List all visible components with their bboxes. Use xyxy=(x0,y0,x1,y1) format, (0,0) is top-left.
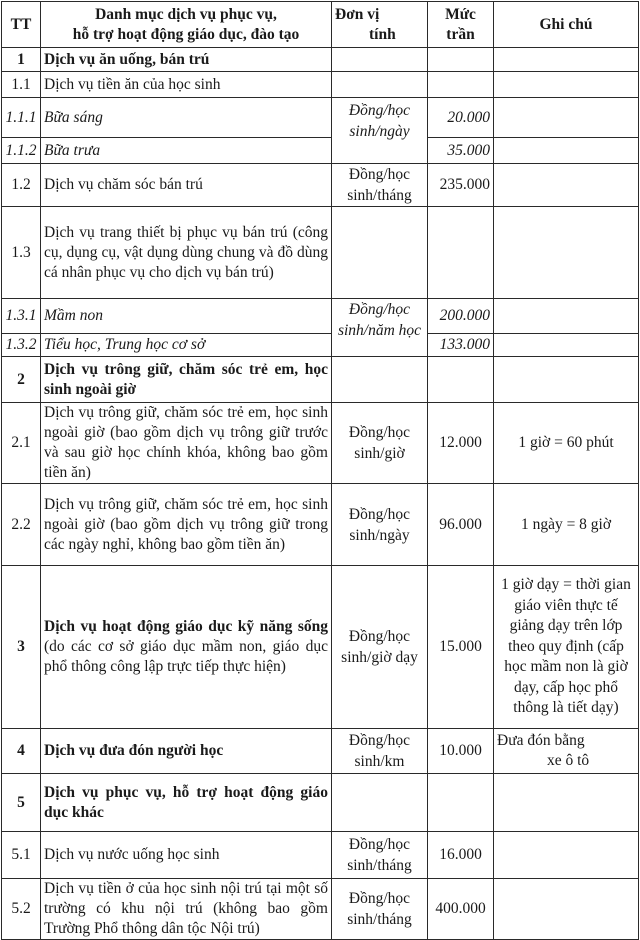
row-price: 16.000 xyxy=(428,832,494,879)
row-service-name xyxy=(41,566,332,729)
row-tt: 2.1 xyxy=(2,403,41,484)
row-service-name: Bữa sáng xyxy=(41,98,332,138)
table-row xyxy=(2,138,639,164)
row-tt: 5.1 xyxy=(2,832,41,879)
row-note xyxy=(494,774,639,832)
row-note xyxy=(494,138,639,164)
header-price xyxy=(428,2,494,48)
row-price: 235.000 xyxy=(428,164,494,207)
row-note xyxy=(494,299,639,334)
row-note xyxy=(494,879,639,940)
header-price-line1: Mức xyxy=(445,5,476,23)
row-note xyxy=(494,357,639,403)
header-service-name xyxy=(41,2,332,48)
row-unit-line1: Đồng/học xyxy=(348,424,411,441)
row-unit-line1: Đồng/học xyxy=(348,836,411,853)
row-unit-line2: sinh/tháng xyxy=(347,911,412,928)
row-unit xyxy=(332,299,428,357)
service-fee-table xyxy=(1,1,639,940)
row-unit xyxy=(332,879,428,940)
row-note xyxy=(494,48,639,72)
header-note: Ghi chú xyxy=(494,2,639,48)
row-service-name: Bữa trưa xyxy=(41,138,332,164)
row-unit-line1: Đồng/học xyxy=(348,301,411,318)
row-tt: 1.1.1 xyxy=(2,98,41,138)
row-service-name: Dịch vụ chăm sóc bán trú xyxy=(41,164,332,207)
row-unit-line1: Đồng/học xyxy=(348,166,411,183)
row-note xyxy=(494,334,639,357)
row-unit xyxy=(332,832,428,879)
table-row xyxy=(2,357,639,403)
header-service-name-line1: Danh mục dịch vụ phục vụ, xyxy=(95,5,277,23)
table-row xyxy=(2,774,639,832)
table-row xyxy=(2,72,639,98)
row-unit-line2: sinh/giờ xyxy=(354,445,405,462)
row-service-name: Dịch vụ tiền ăn của học sinh xyxy=(41,72,332,98)
header-unit-line2: tính xyxy=(369,25,396,43)
table-row xyxy=(2,566,639,729)
row-tt: 1.1.2 xyxy=(2,138,41,164)
row-unit xyxy=(332,403,428,484)
table-row xyxy=(2,832,639,879)
table-row xyxy=(2,334,639,357)
row-service-name: Dịch vụ đưa đón người học xyxy=(41,729,332,774)
row-unit-line1: Đồng/học xyxy=(348,102,411,119)
row-price: 133.000 xyxy=(428,334,494,357)
header-unit-line1: Đơn vị xyxy=(335,5,380,23)
row-service-name-bold: Dịch vụ hoạt động giáo dục kỹ năng sống xyxy=(44,618,328,635)
row-unit xyxy=(332,357,428,403)
row-tt: 2 xyxy=(2,357,41,403)
row-unit-line2: sinh/ngày xyxy=(349,123,410,140)
row-note-line1: Đưa đón bằng xyxy=(497,732,585,749)
row-unit-line2: sinh/km xyxy=(354,753,405,770)
row-service-name: Dịch vụ trông giữ, chăm sóc trẻ em, học sinh ngoài giờ (bao gồm dịch vụ trông giữ trong các ngày nghỉ, không bao gồm tiền ăn) xyxy=(41,484,332,566)
row-unit xyxy=(332,72,428,98)
header-tt: TT xyxy=(2,2,41,48)
row-unit-line2: sinh/năm học xyxy=(337,322,422,339)
row-tt: 1 xyxy=(2,48,41,72)
header-unit xyxy=(332,2,428,48)
row-unit-line1: Đồng/học xyxy=(348,732,411,749)
row-price: 96.000 xyxy=(428,484,494,566)
row-tt: 1.3.1 xyxy=(2,299,41,334)
row-service-name: Dịch vụ tiền ở của học sinh nội trú tại một số trường có khu nội trú (không bao gồm Trường Phổ thông dân tộc Nội trú) xyxy=(41,879,332,940)
header-service-name-line2: hỗ trợ hoạt động giáo dục, đào tạo xyxy=(72,25,300,43)
table-row xyxy=(2,207,639,299)
row-note: 1 giờ dạy = thời gian giáo viên thực tế giảng dạy trên lớp theo quy định (cấp học mầm non là giờ dạy, cấp học phổ thông là tiết dạy) xyxy=(494,566,639,729)
row-service-name: Dịch vụ trang thiết bị phục vụ bán trú (công cụ, dụng cụ, vật dụng dùng chung và đồ dùng cá nhân phục vụ cho dịch vụ bán trú) xyxy=(41,207,332,299)
table-row xyxy=(2,98,639,138)
row-note xyxy=(494,72,639,98)
row-service-name-rest: (do các cơ sở giáo dục mầm non, giáo dục phổ thông công lập trực tiếp thực hiện) xyxy=(44,638,328,675)
row-unit xyxy=(332,566,428,729)
row-price: 12.000 xyxy=(428,403,494,484)
row-note xyxy=(494,164,639,207)
header-price-line2: trần xyxy=(446,25,475,43)
row-unit-line2: sinh/ngày xyxy=(349,526,410,544)
row-price: 400.000 xyxy=(428,879,494,940)
row-price: 10.000 xyxy=(428,729,494,774)
row-price: 20.000 xyxy=(428,98,494,138)
row-unit xyxy=(332,484,428,566)
row-tt: 3 xyxy=(2,566,41,729)
row-unit xyxy=(332,98,428,164)
row-unit xyxy=(332,774,428,832)
table-header-row xyxy=(2,2,639,48)
row-note: 1 giờ = 60 phút xyxy=(494,403,639,484)
row-unit xyxy=(332,729,428,774)
row-service-name: Dịch vụ phục vụ, hỗ trợ hoạt động giáo dục khác xyxy=(41,774,332,832)
row-note xyxy=(494,207,639,299)
table-row xyxy=(2,729,639,774)
row-unit xyxy=(332,164,428,207)
table-row xyxy=(2,484,639,566)
row-unit-line2: sinh/giờ dạy xyxy=(341,649,418,666)
row-tt: 4 xyxy=(2,729,41,774)
table-row xyxy=(2,48,639,72)
row-price xyxy=(428,207,494,299)
row-unit xyxy=(332,48,428,72)
row-unit-line2: sinh/tháng xyxy=(347,187,412,204)
table-row xyxy=(2,164,639,207)
row-note: 1 ngày = 8 giờ xyxy=(494,484,639,566)
row-price xyxy=(428,774,494,832)
row-service-name: Dịch vụ nước uống học sinh xyxy=(41,832,332,879)
row-tt: 1.1 xyxy=(2,72,41,98)
row-price: 200.000 xyxy=(428,299,494,334)
row-price: 35.000 xyxy=(428,138,494,164)
row-unit-line1: Đồng/học xyxy=(348,505,411,523)
row-note xyxy=(494,98,639,138)
row-price: 15.000 xyxy=(428,566,494,729)
row-note-line2: xe ô tô xyxy=(547,752,590,769)
row-service-name: Dịch vụ trông giữ, chăm sóc trẻ em, học sinh ngoài giờ (bao gồm dịch vụ trông giữ trước và sau giờ học chính khóa, không bao gồm tiền ăn) xyxy=(41,403,332,484)
table-row xyxy=(2,403,639,484)
row-tt: 5 xyxy=(2,774,41,832)
row-note xyxy=(494,832,639,879)
row-service-name: Dịch vụ trông giữ, chăm sóc trẻ em, học sinh ngoài giờ xyxy=(41,357,332,403)
table-row xyxy=(2,879,639,940)
row-tt: 2.2 xyxy=(2,484,41,566)
row-unit xyxy=(332,207,428,299)
row-price xyxy=(428,357,494,403)
row-service-name: Mầm non xyxy=(41,299,332,334)
row-unit-line1: Đồng/học xyxy=(348,890,411,907)
row-unit-line2: sinh/tháng xyxy=(347,857,412,874)
row-price xyxy=(428,72,494,98)
row-service-name: Dịch vụ ăn uống, bán trú xyxy=(41,48,332,72)
row-note xyxy=(494,729,639,774)
row-unit-line1: Đồng/học xyxy=(348,628,411,645)
row-tt: 1.3 xyxy=(2,207,41,299)
row-price xyxy=(428,48,494,72)
table-row xyxy=(2,299,639,334)
row-tt: 5.2 xyxy=(2,879,41,940)
row-tt: 1.2 xyxy=(2,164,41,207)
row-tt: 1.3.2 xyxy=(2,334,41,357)
row-service-name: Tiểu học, Trung học cơ sở xyxy=(41,334,332,357)
